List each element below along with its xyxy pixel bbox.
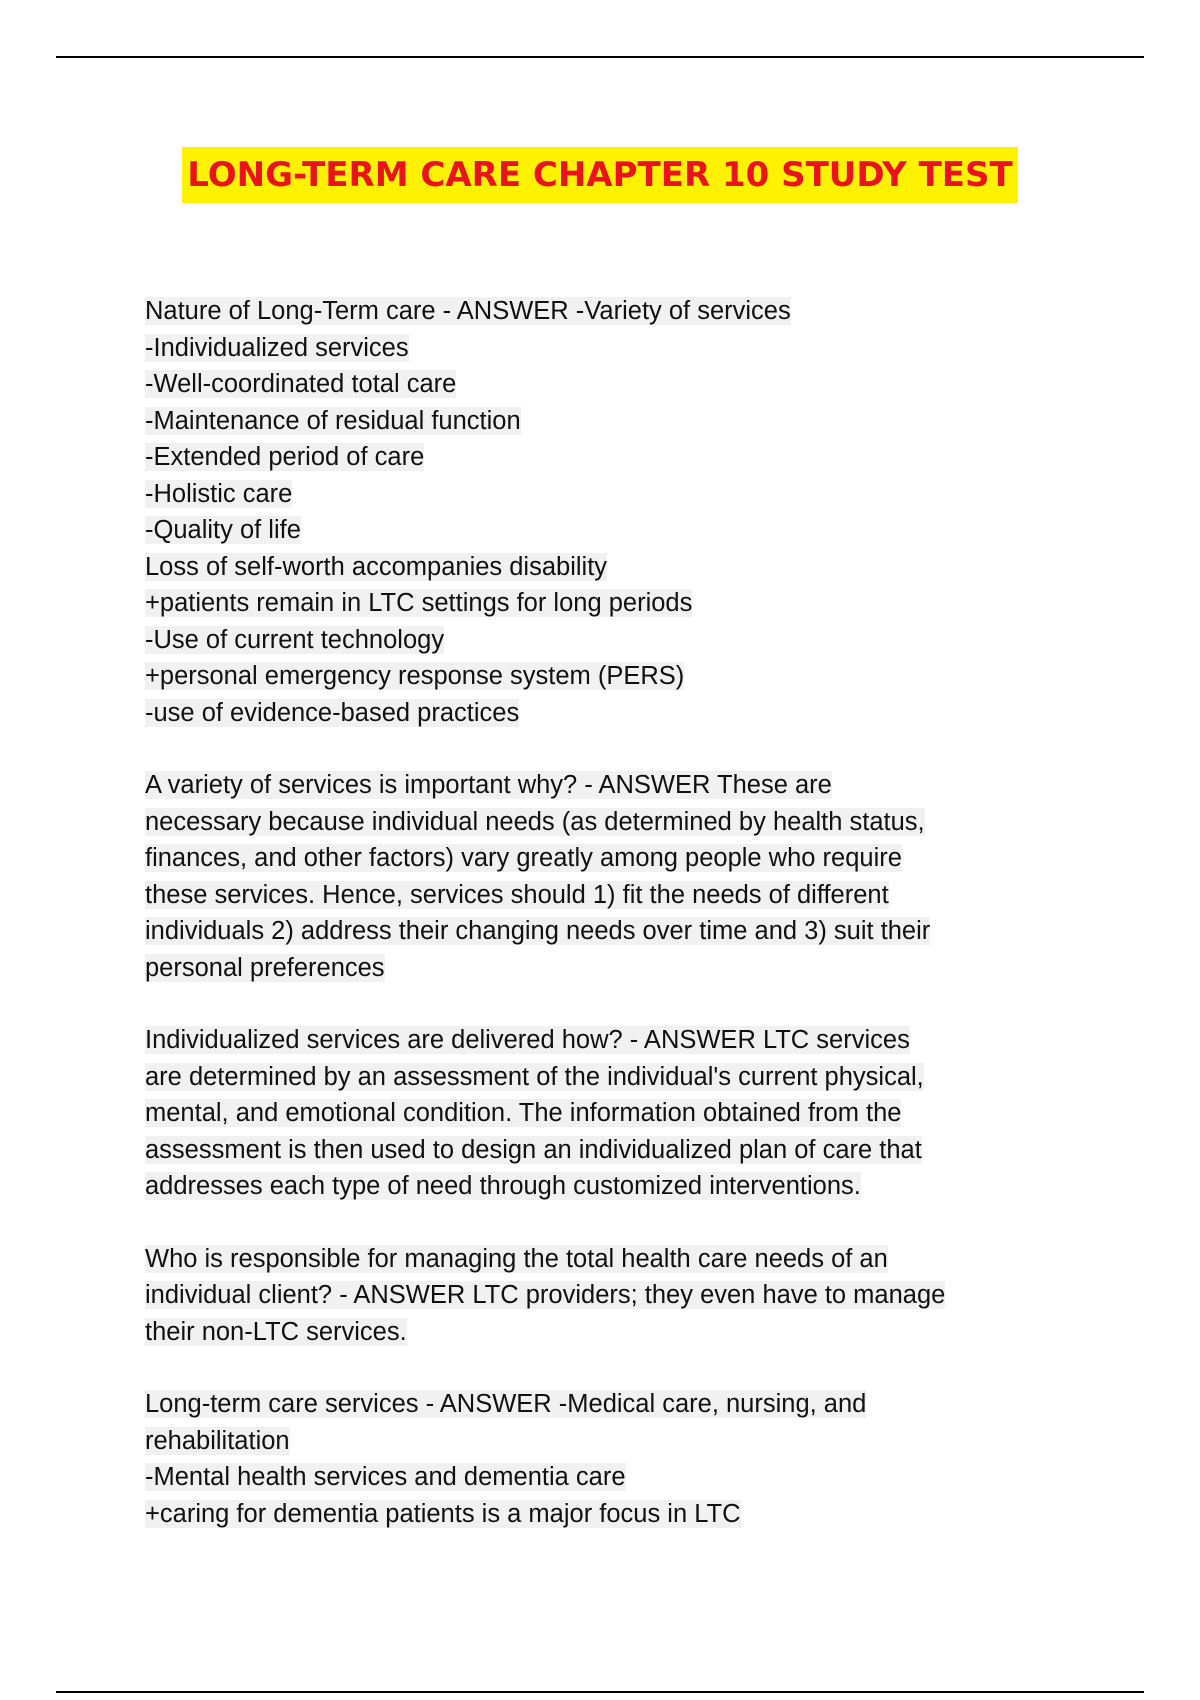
text-line-content: Individualized services are delivered how? - ANSWER LTC services <box>145 1026 910 1054</box>
text-line <box>145 622 1085 659</box>
text-line <box>145 1386 1085 1423</box>
text-line-content: -Well-coordinated total care <box>145 370 457 398</box>
qa-block <box>145 1022 1085 1205</box>
text-line-content: necessary because individual needs (as determined by health status, <box>145 807 925 836</box>
text-line-content: individual client? - ANSWER LTC providers; they even have to manage <box>145 1281 946 1309</box>
text-line-content: -Mental health services and dementia care <box>145 1463 626 1491</box>
text-line-content: their non-LTC services. <box>145 1317 407 1346</box>
text-line-content: +caring for dementia patients is a major focus in LTC <box>145 1499 741 1528</box>
text-line <box>145 585 1085 622</box>
text-line <box>145 403 1085 440</box>
qa-block <box>145 767 1085 986</box>
text-line-content: Who is responsible for managing the total health care needs of an <box>145 1244 888 1273</box>
text-line <box>145 840 1085 877</box>
text-line-content: A variety of services is important why? - ANSWER These are <box>145 771 832 799</box>
text-line <box>145 1459 1085 1496</box>
text-line <box>145 1241 1085 1278</box>
text-line-content: +patients remain in LTC settings for long periods <box>145 589 693 617</box>
text-line <box>145 1314 1085 1351</box>
text-line-content: -use of evidence-based practices <box>145 698 520 727</box>
text-line <box>145 1423 1085 1460</box>
text-line-content: -Holistic care <box>145 479 293 508</box>
text-line-content: Loss of self-worth accompanies disability <box>145 552 608 581</box>
text-line-content: -Extended period of care <box>145 443 425 471</box>
text-line <box>145 695 1085 732</box>
qa-block <box>145 1386 1085 1532</box>
text-line <box>145 767 1085 804</box>
text-line-content: -Individualized services <box>145 333 409 362</box>
title-wrap <box>0 147 1200 203</box>
text-line-content: addresses each type of need through customized interventions. <box>145 1172 861 1200</box>
text-line <box>145 1496 1085 1533</box>
text-line <box>145 330 1085 367</box>
top-rule <box>56 56 1144 58</box>
text-line <box>145 1277 1085 1314</box>
text-line <box>145 1132 1085 1169</box>
text-line <box>145 512 1085 549</box>
text-line <box>145 913 1085 950</box>
text-line-content: Nature of Long-Term care - ANSWER -Variety of services <box>145 297 791 325</box>
bottom-rule <box>56 1691 1144 1693</box>
text-line-content: individuals 2) address their changing needs over time and 3) suit their <box>145 917 931 945</box>
text-line-content: Long-term care services - ANSWER -Medical care, nursing, and <box>145 1390 867 1418</box>
text-line <box>145 877 1085 914</box>
text-line-content: finances, and other factors) vary greatly among people who require <box>145 844 902 872</box>
text-line <box>145 1059 1085 1096</box>
text-line <box>145 1095 1085 1132</box>
text-line <box>145 1168 1085 1205</box>
text-line <box>145 366 1085 403</box>
text-line-content: assessment is then used to design an individualized plan of care that <box>145 1135 922 1164</box>
text-line-content: -Use of current technology <box>145 625 445 654</box>
text-line <box>145 658 1085 695</box>
text-line <box>145 293 1085 330</box>
qa-block <box>145 1241 1085 1351</box>
text-line-content: -Quality of life <box>145 516 301 544</box>
text-line <box>145 804 1085 841</box>
text-line-content: -Maintenance of residual function <box>145 406 521 435</box>
text-line-content: personal preferences <box>145 953 385 982</box>
text-line-content: these services. Hence, services should 1) fit the needs of different <box>145 880 889 909</box>
text-line-content: rehabilitation <box>145 1426 290 1455</box>
document-body <box>145 293 1085 1568</box>
text-line-content: mental, and emotional condition. The information obtained from the <box>145 1099 902 1127</box>
page-title: LONG-TERM CARE CHAPTER 10 STUDY TEST <box>182 147 1017 203</box>
text-line <box>145 1022 1085 1059</box>
text-line <box>145 549 1085 586</box>
text-line-content: are determined by an assessment of the individual's current physical, <box>145 1062 924 1091</box>
text-line-content: +personal emergency response system (PERS) <box>145 662 685 690</box>
text-line <box>145 439 1085 476</box>
text-line <box>145 476 1085 513</box>
text-line <box>145 950 1085 987</box>
qa-block <box>145 293 1085 731</box>
